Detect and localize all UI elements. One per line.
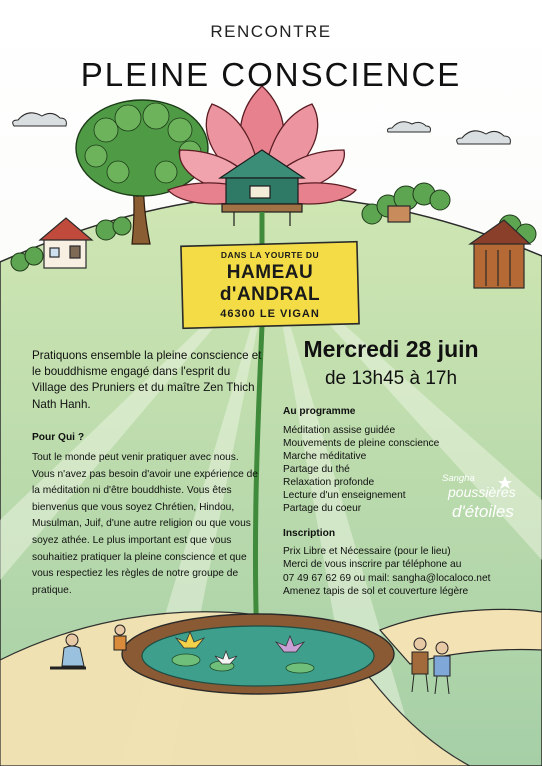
programme-item: Lecture d'un enseignement <box>283 490 406 501</box>
logo-line-3: d'étoiles <box>452 502 514 521</box>
programme-item: Relaxation profonde <box>283 477 375 488</box>
logo-line-2: poussières <box>448 484 516 500</box>
logo-sangha: Sangha <box>442 473 475 484</box>
inscription-heading: Inscription <box>283 528 336 539</box>
programme-item: Mouvements de pleine conscience <box>283 438 440 449</box>
programme-item: Marche méditative <box>283 451 367 462</box>
event-time: de 13h45 à 17h <box>324 368 458 389</box>
inscription-block <box>283 545 533 599</box>
inscription-line: Merci de vous inscrire par téléphone au <box>283 559 462 571</box>
pour-qui-heading: Pour Qui ? <box>32 432 85 443</box>
person-icon <box>114 625 126 650</box>
inscription-line: Prix Libre et Nécessaire (pour le lieu) <box>283 546 451 557</box>
programme-heading: Au programme <box>283 406 356 417</box>
pour-qui-text: Tout le monde peut venir pratiquer avec nous. Vous n'avez pas besoin d'avoir une expérience de la méditation ni d'être bouddhiste. Vous êtes bienvenus que vous soyez Chrétien, Hindou, Musulman, Juif, d'une autre religion ou que vous soyez athée. Le plus important est que vous souhaitiez pratiquer la pleine conscience et que vous respectiez les règles de notre groupe de pratique. <box>32 452 258 596</box>
sign-line-3: 46300 LE VIGAN <box>220 308 320 320</box>
intro-paragraph: Pratiquons ensemble la pleine conscience et le bouddhisme engagé dans l'esprit du Village des Pruniers et du maître Zen Thich Nath Hanh. <box>32 349 262 411</box>
programme-item: Méditation assise guidée <box>283 425 396 436</box>
inscription-line: 07 49 67 62 69 ou mail: sangha@localoco.net <box>283 572 491 584</box>
sign-line-1: DANS LA YOURTE DU <box>220 250 320 260</box>
event-date: Mercredi 28 juin <box>303 336 479 362</box>
event-subtitle: RENCONTRE <box>210 22 332 41</box>
programme-item: Partage du coeur <box>283 503 362 514</box>
sign-line-2: HAMEAU d'ANDRAL <box>219 262 321 305</box>
programme-item: Partage du thé <box>283 464 350 475</box>
sign <box>182 244 358 326</box>
inscription-line: Amenez tapis de sol et couverture légère <box>283 586 469 598</box>
event-title: PLEINE CONSCIENCE <box>80 56 462 93</box>
